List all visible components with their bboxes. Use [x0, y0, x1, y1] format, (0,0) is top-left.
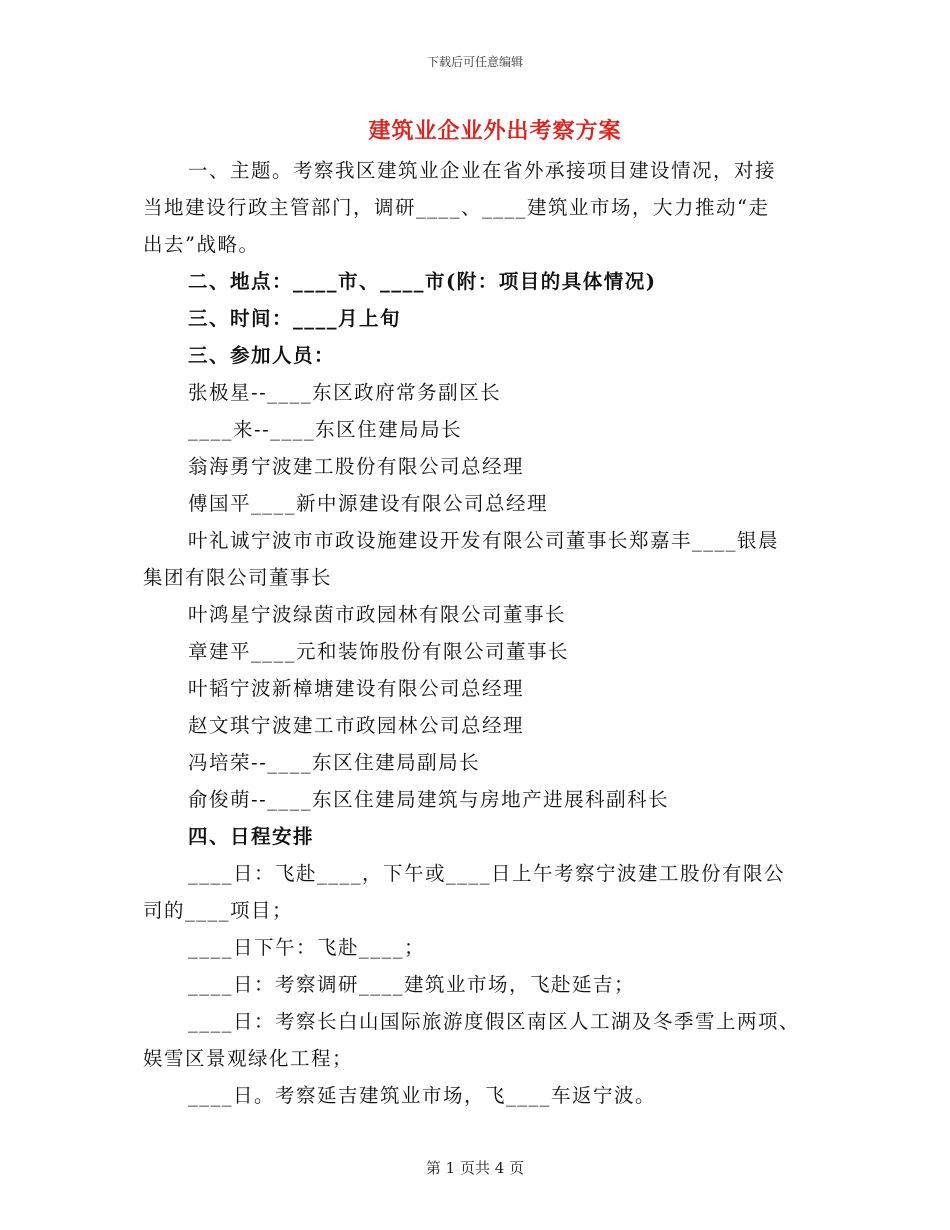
participant-line: 章建平____元和装饰股份有限公司董事长 — [188, 640, 570, 663]
participant-line: 俞俊萌--____东区住建局建筑与房地产进展科副科长 — [188, 788, 670, 811]
page-number: 第 1 页共 4 页 — [425, 1159, 525, 1177]
section-heading: 三、参加人员： — [188, 344, 336, 367]
paragraph-line: 当地建设行政主管部门，调研____、____建筑业市场，大力推动“走 — [143, 196, 770, 219]
schedule-line: ____日下午：飞赴____； — [188, 936, 426, 959]
document-title: 建筑业企业外出考察方案 — [368, 118, 622, 144]
paragraph-line: 出去”战略。 — [143, 233, 260, 256]
schedule-line: ____日：考察长白山国际旅游度假区南区人工湖及冬季雪上两项、 — [188, 1010, 801, 1033]
participant-line: 翁海勇宁波建工股份有限公司总经理 — [188, 455, 525, 478]
paragraph-line: 一、主题。考察我区建筑业企业在省外承接项目建设情况，对接 — [188, 159, 777, 182]
participant-line: 叶韬宁波新樟塘建设有限公司总经理 — [188, 677, 525, 700]
document-body — [143, 152, 805, 1114]
participant-line: 赵文琪宁波建工市政园林公司总经理 — [188, 714, 525, 737]
participant-line: 叶礼诚宁波市市政设施建设开发有限公司董事长郑嘉丰____银晨 — [188, 529, 780, 552]
schedule-line: 司的____项目； — [143, 899, 294, 922]
participant-line: 傅国平____新中源建设有限公司总经理 — [188, 492, 549, 515]
schedule-line: 娱雪区景观绿化工程； — [143, 1047, 354, 1070]
download-note: 下载后可任意编辑 — [426, 55, 523, 69]
schedule-line: ____日。考察延吉建筑业市场，飞____车返宁波。 — [188, 1084, 657, 1107]
section-heading: 四、日程安排 — [188, 825, 315, 848]
participant-line: 冯培荣--____东区住建局副局长 — [188, 751, 481, 774]
schedule-line: ____日：考察调研____建筑业市场，飞赴延吉； — [188, 973, 636, 996]
participant-line: 叶鸿星宁波绿茵市政园林有限公司董事长 — [188, 603, 567, 626]
section-heading: 二、地点：____市、____市(附：项目的具体情况) — [188, 270, 657, 293]
participant-line: 集团有限公司董事长 — [143, 566, 333, 589]
schedule-line: ____日：飞赴____，下午或____日上午考察宁波建工股份有限公 — [188, 862, 786, 885]
participant-line: 张极星--____东区政府常务副区长 — [188, 381, 502, 404]
participant-line: ____来--____东区住建局局长 — [188, 418, 463, 441]
section-heading: 三、时间：____月上旬 — [188, 307, 402, 330]
